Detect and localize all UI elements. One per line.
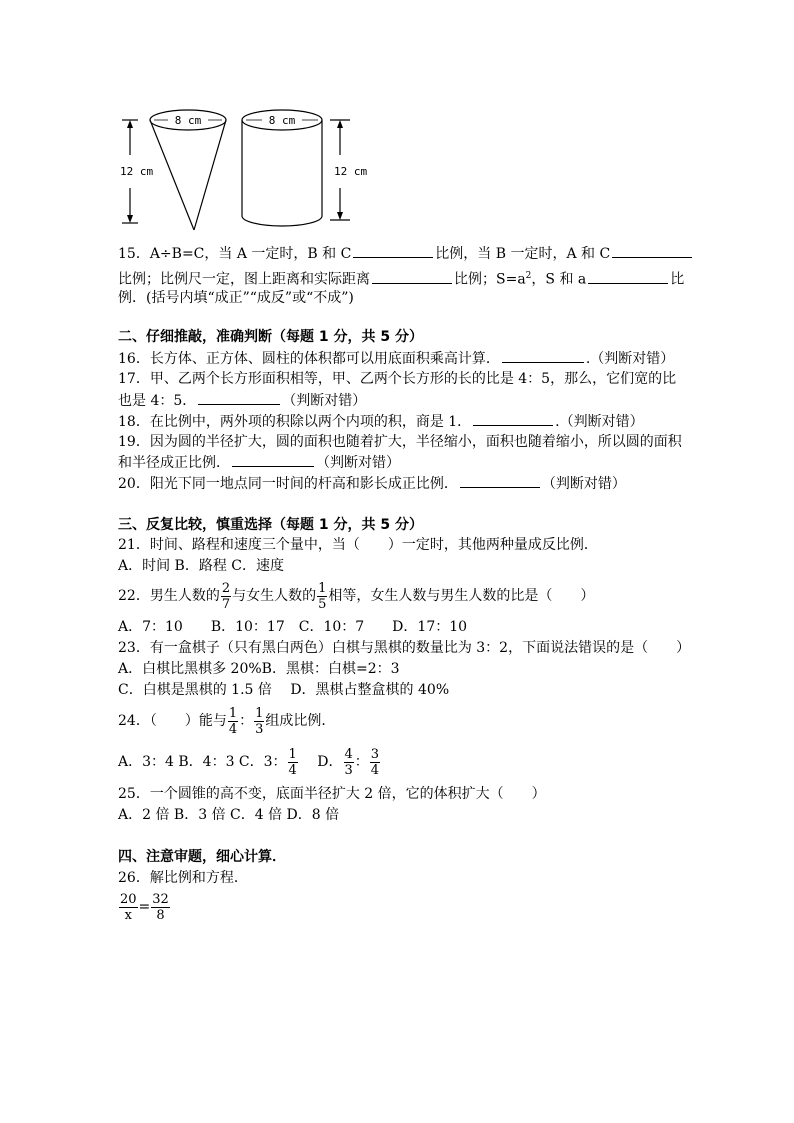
q24-options: A．3：4 B．4：3 C．3： $\frac{1}{4}$ D． $\frac{4}{3}$ ： $\frac{3}{4}$ <box>118 746 380 778</box>
section3-title: 三、反复比较，慎重选择（每题 1 分，共 5 分） <box>118 517 423 533</box>
q24-fraction-2: $\frac{1}{3}$ <box>255 705 264 737</box>
q21-options: A．时间 B．路程 C．速度 <box>118 558 285 574</box>
cone-cylinder-figure <box>118 100 368 235</box>
q24-option-d-fraction-2: $\frac{3}{4}$ <box>370 746 380 778</box>
q19-line2: 和半径成正比例． （判断对错） <box>118 452 400 473</box>
q15-line2: 比例；比例尺一定，图上距离和实际距离 比例；$S=a^2$，S 和 a 比 <box>118 266 684 290</box>
q17-blank[interactable] <box>198 390 280 405</box>
cone-left-edge <box>150 120 194 230</box>
q16: 16．长方体、正方体、圆柱的体积都可以用底面积乘高计算． .（判断对错） <box>118 348 674 369</box>
q24-option-d-fraction-1: $\frac{4}{3}$ <box>344 746 353 778</box>
q15-line1: 15．A÷B=C，当 A 一定时，B 和 C 比例，当 B 一定时，A 和 C <box>118 243 694 264</box>
q22: 22．男生人数的 $\frac{2}{7}$ 与女生人数的 $\frac{1}{5}$ 相等，女生人数与男生人数的比是（ ） <box>118 580 595 612</box>
q15-blank-2[interactable] <box>612 243 692 258</box>
q16-blank[interactable] <box>502 348 584 363</box>
section2-title: 二、仔细推敲，准确判断（每题 1 分，共 5 分） <box>118 329 423 345</box>
q17-line2: 也是 4：5． （判断对错） <box>118 390 366 411</box>
q18: 18．在比例中，两外项的积除以两个内项的积，商是 1． .（判断对错） <box>118 411 644 432</box>
cone-height-label: 12 cm <box>120 165 154 178</box>
q25: 25．一个圆锥的高不变，底面半径扩大 2 倍，它的体积扩大（ ） <box>118 786 546 802</box>
section4-title: 四、注意审题，细心计算． <box>118 849 286 865</box>
q23-options-2: C．白棋是黑棋的 1.5 倍 D．黑棋占整盒棋的 40% <box>118 682 450 698</box>
q22-options: A．7：10 B．10：17 C．10：7 D．17：10 <box>118 619 468 635</box>
q19-blank[interactable] <box>232 452 314 467</box>
q24-fraction-1: $\frac{1}{4}$ <box>228 705 238 737</box>
q20-blank[interactable] <box>460 473 540 488</box>
q24-option-c-fraction: $\frac{1}{4}$ <box>288 746 297 778</box>
q26-equation: $\frac{20}{x}$ = $\frac{32}{8}$ <box>120 891 169 923</box>
q24: 24．（ ）能与 $\frac{1}{4}$ ： $\frac{1}{3}$ 组成比例． <box>118 705 336 737</box>
q18-blank[interactable] <box>473 411 553 426</box>
q15-blank-4[interactable] <box>588 269 668 284</box>
q20: 20．阳光下同一地点同一时间的杆高和影长成正比例． （判断对错） <box>118 473 626 494</box>
q23: 23．有一盒棋子（只有黑白两色）白棋与黑棋的数量比为 3：2，下面说法错误的是（ ） <box>118 640 691 656</box>
cylinder-bottom-arc <box>242 216 322 226</box>
q15-line3: 例．(括号内填“成正”“成反”或“不成”) <box>118 290 354 306</box>
q15-blank-1[interactable] <box>353 243 433 258</box>
cylinder-diameter-label: 8 cm <box>268 114 296 127</box>
q19-line1: 19．因为圆的半径扩大，圆的面积也随着扩大，半径缩小，面积也随着缩小，所以圆的面积 <box>118 434 682 450</box>
q26-fraction-right: $\frac{32}{8}$ <box>152 891 169 923</box>
q17-line1: 17．甲、乙两个长方形面积相等，甲、乙两个长方形的长的比是 4：5，那么，它们宽的比 <box>118 371 677 387</box>
q22-fraction-1: $\frac{2}{7}$ <box>221 580 231 612</box>
cone-right-edge <box>194 120 226 230</box>
q21: 21．时间、路程和速度三个量中，当（ ）一定时，其他两种量成反比例． <box>118 537 598 553</box>
q15-blank-3[interactable] <box>372 269 452 284</box>
q22-fraction-2: $\frac{1}{5}$ <box>318 580 327 612</box>
cone-diameter-label: 8 cm <box>174 114 202 127</box>
q23-options-1: A．白棋比黑棋多 20%B．黑棋：白棋=2：3 <box>118 661 400 677</box>
q25-options: A．2 倍 B．3 倍 C．4 倍 D．8 倍 <box>118 807 340 823</box>
q26: 26．解比例和方程． <box>118 870 248 886</box>
cylinder-height-label: 12 cm <box>334 165 368 178</box>
q26-fraction-left: $\frac{20}{x}$ <box>120 891 137 923</box>
